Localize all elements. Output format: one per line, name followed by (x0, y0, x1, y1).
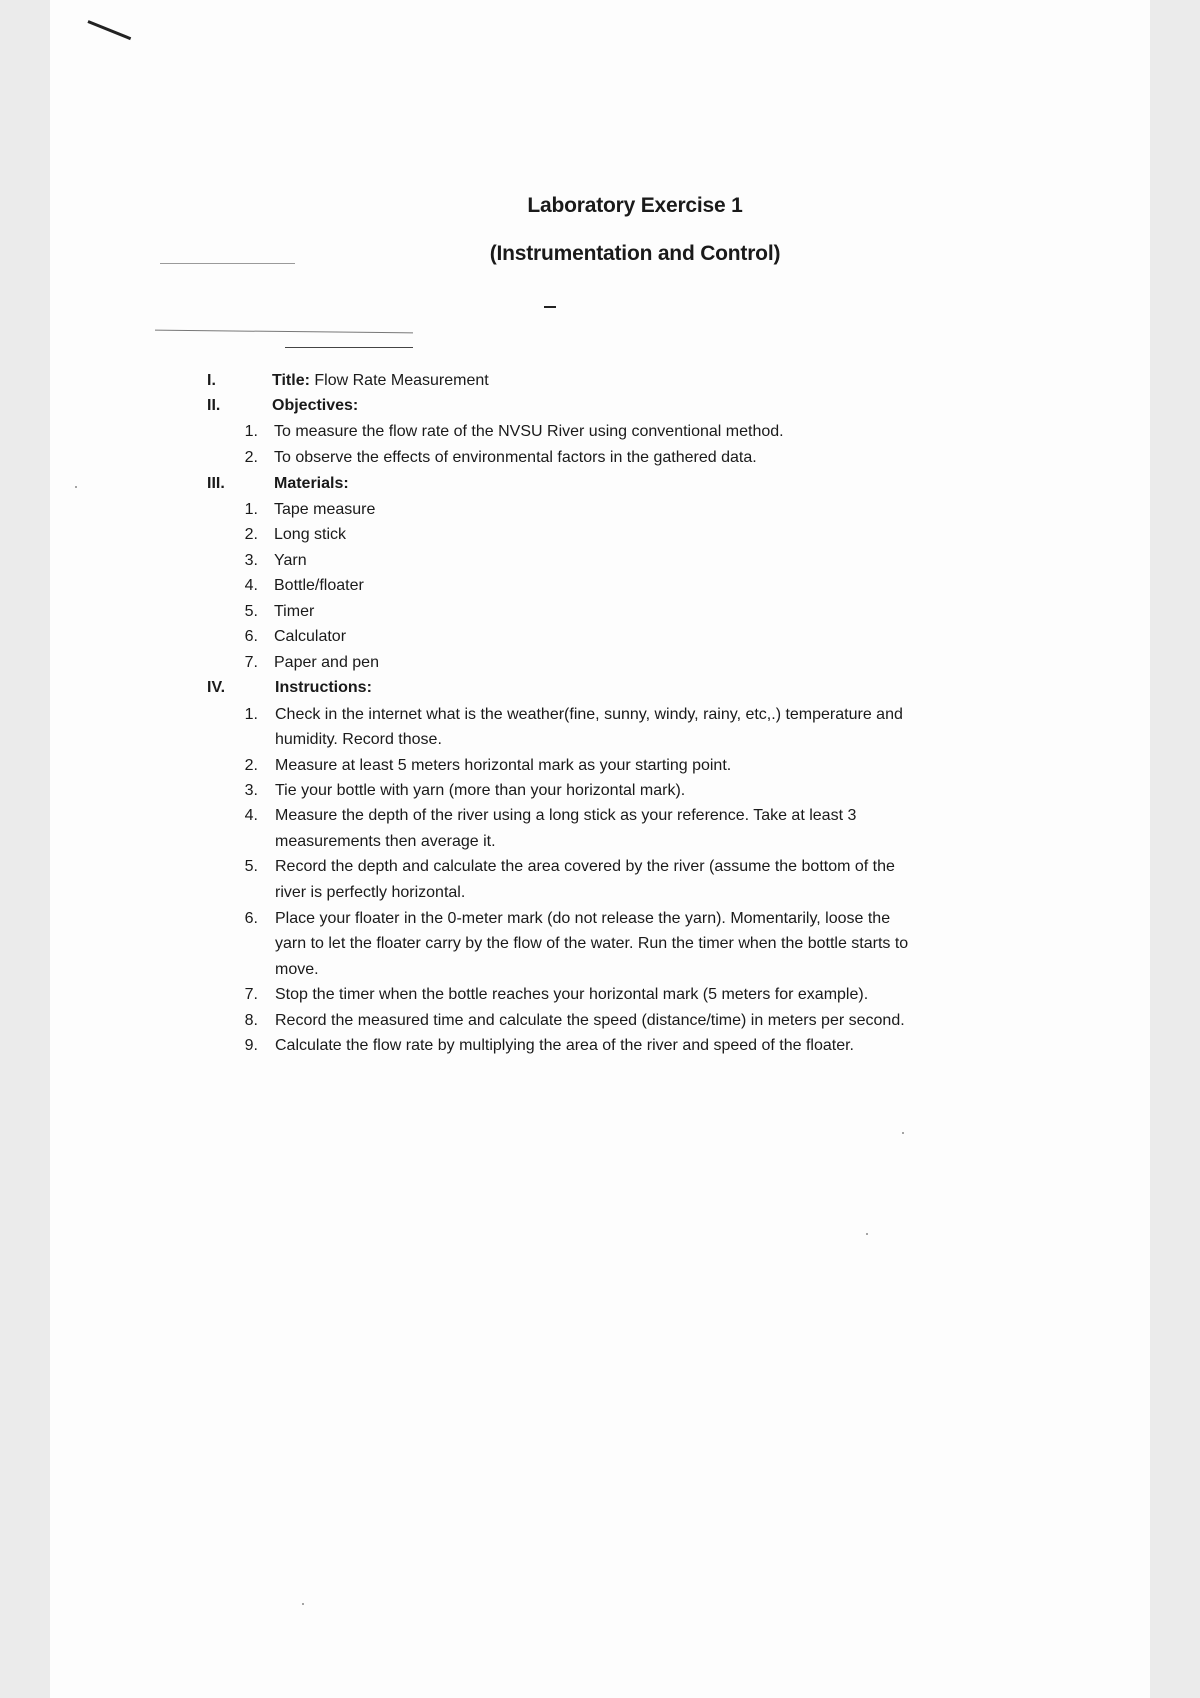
list-item: Paper and pen (274, 654, 379, 671)
list-number: 7. (244, 654, 258, 671)
list-number: 6. (244, 628, 258, 645)
list-item: Long stick (274, 526, 347, 543)
list-number: 5. (244, 858, 258, 875)
instruction-line: Tie your bottle with yarn (more than your horizontal mark). (275, 782, 686, 799)
list-number: 3. (244, 782, 258, 799)
section-numeral: II. (207, 397, 221, 414)
instruction-line: humidity. Record those. (275, 731, 442, 748)
scan-speck (902, 1132, 904, 1134)
pen-mark (87, 20, 131, 40)
section-numeral: I. (207, 372, 216, 389)
instruction-line: Record the depth and calculate the area covered by the river (assume the bottom of the (275, 858, 895, 875)
scan-speck (866, 1233, 868, 1235)
list-number: 9. (244, 1037, 258, 1054)
instruction-line: Calculate the flow rate by multiplying the area of the river and speed of the floater. (275, 1037, 854, 1054)
list-number: 1. (244, 706, 258, 723)
list-number: 4. (244, 807, 258, 824)
section-label: Objectives: (272, 397, 359, 414)
list-number: 8. (244, 1012, 258, 1029)
section-title-value: Flow Rate Measurement (314, 372, 489, 389)
instruction-line: Measure the depth of the river using a long stick as your reference. Take at least 3 (275, 807, 857, 824)
instruction-line: measurements then average it. (275, 833, 496, 850)
list-item: Yarn (274, 552, 307, 569)
section-label: Instructions: (275, 679, 372, 696)
list-number: 4. (244, 577, 258, 594)
document-title: Laboratory Exercise 1 (527, 194, 743, 217)
list-number: 2. (244, 449, 258, 466)
scan-speck (75, 486, 77, 488)
section-numeral: IV. (207, 679, 226, 696)
instruction-line: Stop the timer when the bottle reaches your horizontal mark (5 meters for example). (275, 986, 869, 1003)
scan-speck (302, 1603, 304, 1605)
instruction-line: river is perfectly horizontal. (275, 884, 466, 901)
faint-line (160, 263, 295, 264)
course-line (155, 338, 455, 352)
list-number: 7. (244, 986, 258, 1003)
instruction-line: move. (275, 961, 319, 978)
list-item: To measure the flow rate of the NVSU River using conventional method. (274, 423, 784, 440)
dash-mark (544, 306, 556, 308)
list-item: To observe the effects of environmental factors in the gathered data. (274, 449, 757, 466)
list-item: Bottle/floater (274, 577, 364, 594)
section-label: Materials: (274, 475, 349, 492)
section-label: Title: (272, 372, 310, 389)
list-item: Timer (274, 603, 315, 620)
section-numeral: III. (207, 475, 225, 492)
list-number: 3. (244, 552, 258, 569)
instruction-line: Measure at least 5 meters horizontal mark as your starting point. (275, 757, 732, 774)
list-number: 6. (244, 910, 258, 927)
list-number: 5. (244, 603, 258, 620)
list-item: Calculator (274, 628, 347, 645)
instruction-line: yarn to let the floater carry by the flow of the water. Run the timer when the bottle starts to (275, 935, 909, 952)
list-number: 1. (244, 423, 258, 440)
list-number: 1. (244, 501, 258, 518)
instruction-line: Place your floater in the 0-meter mark (do not release the yarn). Momentarily, loose the (275, 910, 891, 927)
list-number: 2. (244, 526, 258, 543)
document-page (50, 0, 1150, 1698)
section-title (272, 372, 489, 390)
instruction-line: Record the measured time and calculate the speed (distance/time) in meters per second. (275, 1012, 905, 1029)
document-subtitle: (Instrumentation and Control) (489, 242, 781, 265)
list-number: 2. (244, 757, 258, 774)
instruction-line: Check in the internet what is the weather(fine, sunny, windy, rainy, etc,.) temperature and (275, 706, 903, 723)
list-item: Tape measure (274, 501, 376, 518)
